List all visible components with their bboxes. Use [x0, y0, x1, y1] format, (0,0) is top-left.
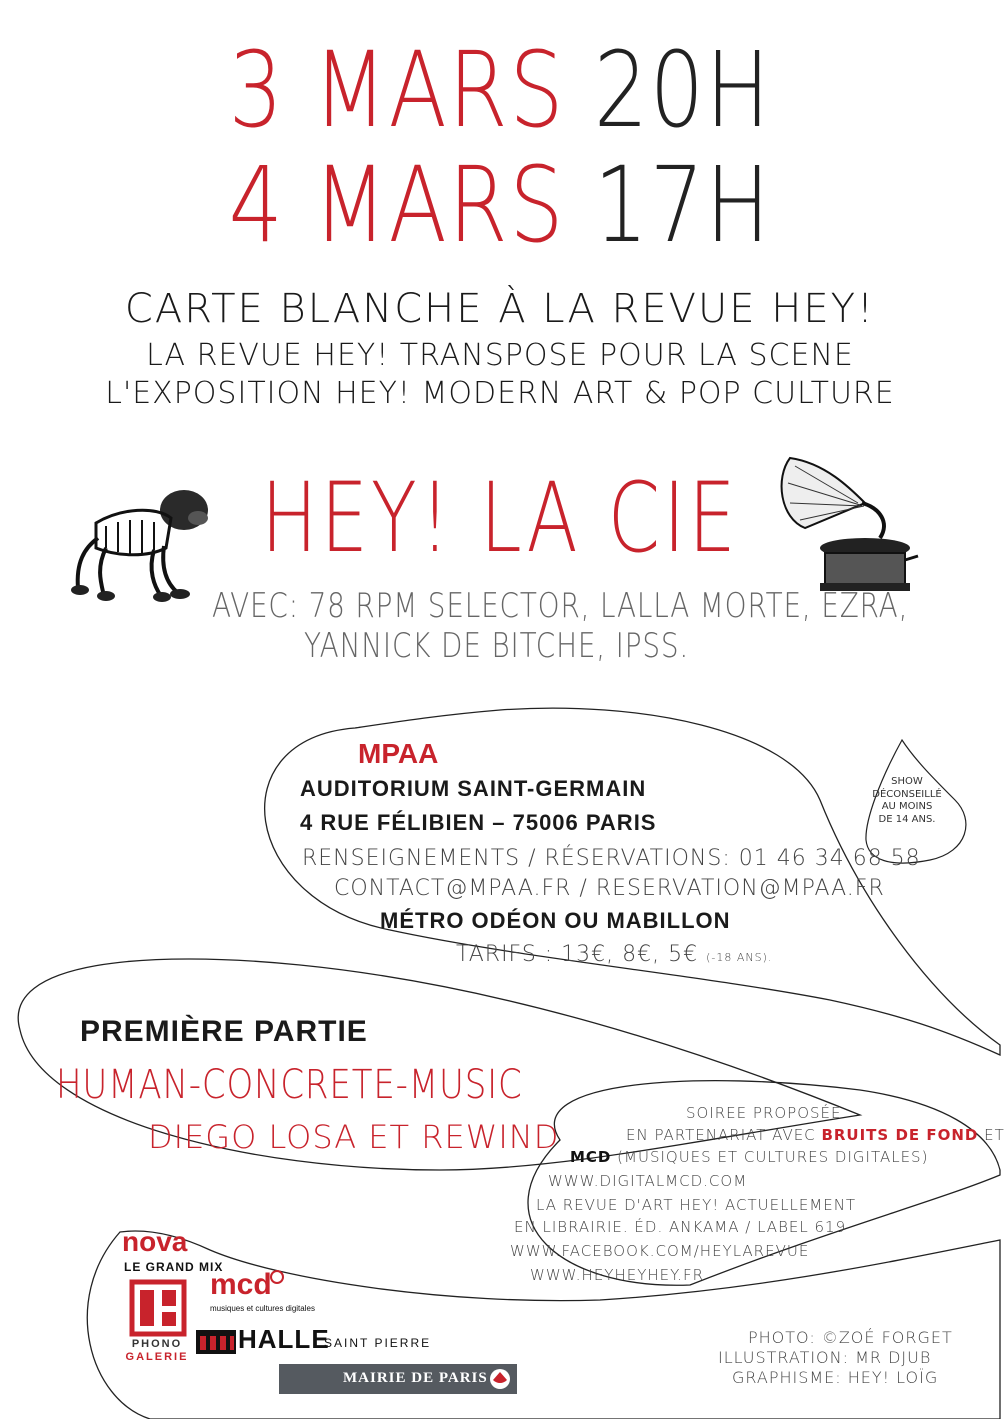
mairie-ship-icon: [489, 1368, 511, 1390]
partner-line-1: SOIREE PROPOSÉE: [686, 1104, 842, 1122]
partner-mcd: MCD: [570, 1148, 612, 1166]
facebook-link[interactable]: WWW.FACEBOOK.COM/HEYLAREVUE: [510, 1242, 810, 1260]
date-1: 3 MARS: [228, 29, 566, 151]
phono-word: PHONO: [131, 1338, 183, 1350]
phono-galerie-logo-icon: [132, 1282, 184, 1334]
company-name: HEY! LA CIE: [261, 462, 739, 574]
phono-galerie-logo: [124, 1338, 190, 1364]
venue-name: MPAA: [358, 738, 439, 769]
partner-mcd-full: (MUSIQUES ET CULTURES DIGITALES): [617, 1148, 929, 1166]
partner-et: ET: [984, 1126, 1005, 1144]
warning-line-4: DE 14 ANS.: [878, 813, 936, 825]
venue-hall: AUDITORIUM SAINT-GERMAIN: [300, 776, 647, 801]
venue-contact: CONTACT@MPAA.FR / RESERVATION@MPAA.FR: [334, 876, 885, 901]
halle-building-icon: [196, 1326, 236, 1354]
warning-line-2: DÉCONSEILLÉ: [872, 788, 942, 800]
partner-line-5: LA REVUE D'ART HEY! ACTUELLEMENT: [536, 1196, 857, 1214]
intro-sub-1: LA REVUE HEY! TRANSPOSE POUR LA SCENE: [146, 338, 854, 373]
venue-tarifs-note: (-18 ANS).: [706, 951, 773, 964]
warning-line-3: AU MOINS: [881, 801, 933, 812]
company-avec-1: AVEC: 78 RPM SELECTOR, LALLA MORTE, EZRA,: [212, 586, 909, 626]
credit-illustration: ILLUSTRATION: MR DJUB: [718, 1348, 932, 1367]
partner-with: EN PARTENARIAT AVEC: [626, 1126, 816, 1144]
premiere-act: HUMAN-CONCRETE-MUSIC: [56, 1062, 523, 1108]
venue-tarifs: [456, 942, 772, 967]
mairie-de-paris-logo: [279, 1364, 517, 1394]
credit-graphisme: GRAPHISME: HEY! LOÏG: [732, 1368, 939, 1387]
intro-title: CARTE BLANCHE À LA REVUE HEY!: [124, 286, 876, 332]
partner-line-4[interactable]: WWW.DIGITALMCD.COM: [548, 1172, 748, 1190]
premiere-label: PREMIÈRE PARTIE: [80, 1015, 368, 1048]
galerie-word: GALERIE: [125, 1351, 189, 1364]
partner-line-6: EN LIBRAIRIE. ÉD. ANKAMA / LABEL 619: [514, 1218, 847, 1236]
time-1: 20H: [593, 29, 772, 151]
venue-address: 4 RUE FÉLIBIEN – 75006 PARIS: [300, 810, 657, 835]
venue-info: RENSEIGNEMENTS / RÉSERVATIONS: 01 46 34 68 58: [302, 846, 921, 871]
mcd-logo-subtitle: musiques et cultures digitales: [210, 1304, 315, 1313]
company-avec-2: YANNICK DE BITCHE, IPSS.: [304, 626, 690, 666]
partner-bruits-de-fond: BRUITS DE FOND: [821, 1126, 979, 1144]
time-2: 17H: [593, 144, 772, 266]
venue-metro: MÉTRO ODÉON OU MABILLON: [380, 908, 731, 933]
intro-sub-2: L'EXPOSITION HEY! MODERN ART & POP CULTURE: [105, 376, 895, 411]
age-warning: [872, 776, 942, 826]
halle-saint-pierre: SAINT PIERRE: [324, 1336, 432, 1350]
warning-line-1: SHOW: [891, 776, 923, 787]
mcd-logo-mark-icon: [270, 1270, 284, 1284]
halle-logo: HALLE: [238, 1324, 330, 1354]
partner-line-3: [570, 1148, 928, 1166]
premiere-artists: DIEGO LOSA ET REWIND: [148, 1118, 560, 1156]
website-link[interactable]: WWW.HEYHEYHEY.FR: [530, 1266, 705, 1284]
date-line-1: [90, 29, 910, 151]
date-2: 4 MARS: [228, 144, 566, 266]
mcd-logo: mcd: [210, 1268, 272, 1301]
partner-line-2: [626, 1126, 1005, 1144]
mairie-de-paris-text: MAIRIE DE PARIS: [343, 1370, 488, 1386]
venue-tarifs-text: TARIFS : 13€, 8€, 5€: [456, 942, 699, 967]
nova-logo-subtitle: LE GRAND MIX: [124, 1260, 224, 1274]
nova-logo: nova: [122, 1226, 188, 1257]
date-line-2: [90, 144, 910, 266]
credit-photo: PHOTO: ©ZOÉ FORGET: [748, 1328, 953, 1347]
